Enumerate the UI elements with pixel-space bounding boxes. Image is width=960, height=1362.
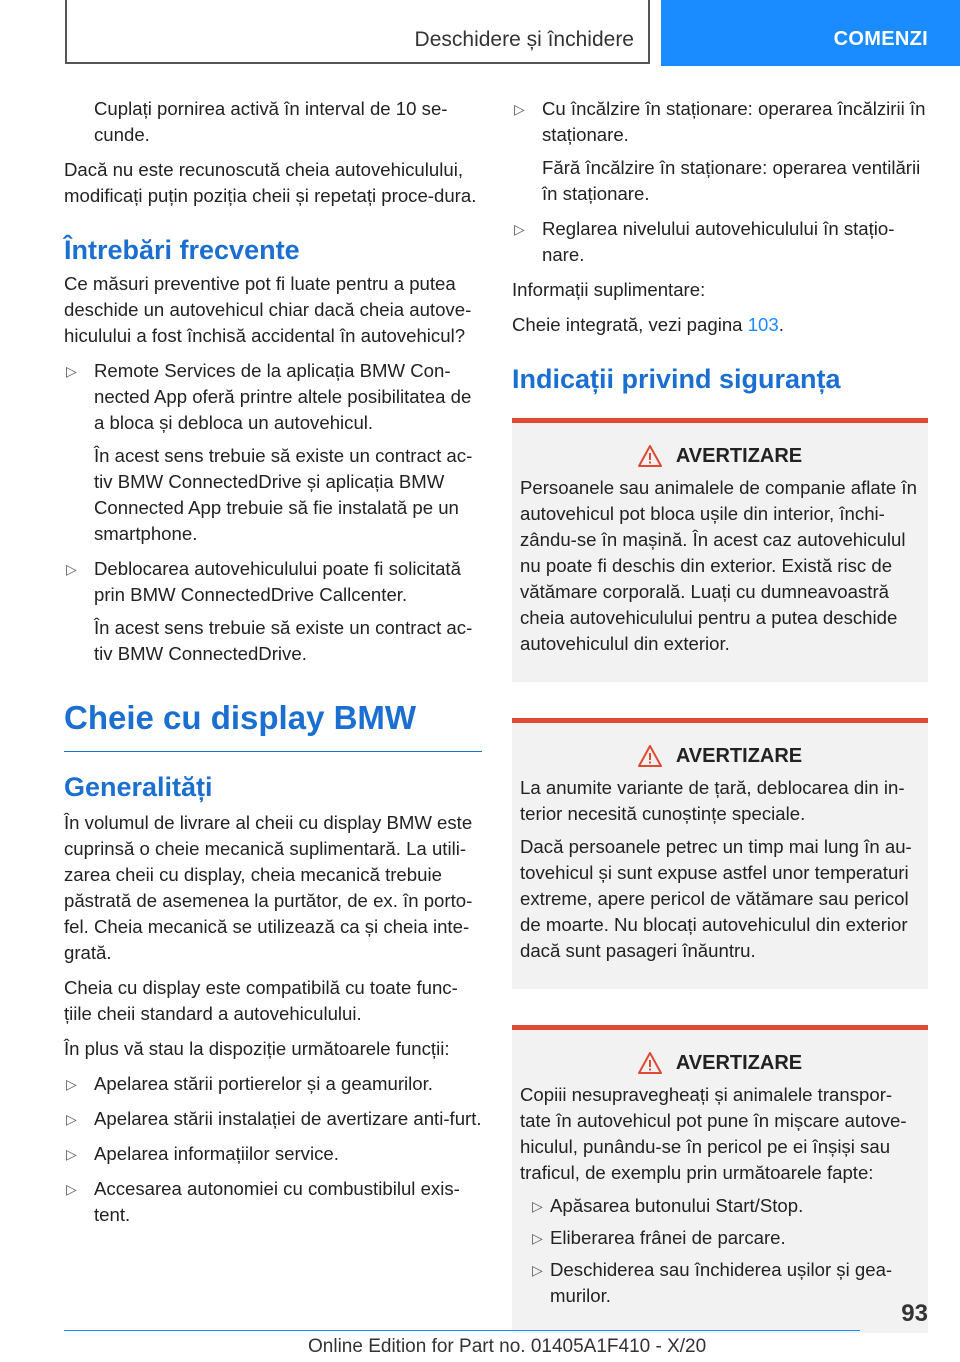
warning-triangle-icon	[638, 1052, 662, 1074]
triangle-bullet-icon: ▷	[66, 1181, 77, 1197]
warning-title	[520, 1050, 920, 1076]
general-paragraph-2: Cheia cu display este compatibilă cu toate func‐țiile cheii standard a autovehiculului.	[64, 977, 458, 1024]
general-paragraph-1: În volumul de livrare al cheii cu display BMW este cuprinsă o cheie mecanică suplimentară. La utili‐zarea cheii cu display, cheia mecanică trebuie păstrată de asemenea la purtător, de ex. în porto‐fel. Cheia mecanică se utilizează ca și cheia inte‐grată.	[64, 812, 473, 963]
list-item-text: Eliberarea frânei de parcare.	[550, 1227, 786, 1248]
list-item	[64, 1141, 482, 1167]
list-item-text: Reglarea nivelului autovehiculului în stațio‐nare.	[542, 218, 895, 265]
list-item	[64, 556, 482, 667]
warning-paragraph: Copiii nesupravegheați și animalele transpor‐tate în autovehicul pot pune în mișcare autove‐hiculul, punându-se în pericol pe ei înșiși sau traficul, de exemplu prin următoarele fapte:	[520, 1084, 907, 1183]
list-item	[64, 1176, 482, 1228]
warning-box	[512, 1025, 928, 1333]
warning-title-text: AVERTIZARE	[675, 445, 803, 467]
list-item	[64, 1071, 482, 1097]
triangle-bullet-icon: ▷	[532, 1262, 543, 1278]
faq-question: Ce măsuri preventive pot fi luate pentru a putea deschide un autovehicul chiar dacă cheia autove‐hiculului a fost închisă accidental în autovehicul?	[64, 273, 472, 346]
triangle-bullet-icon: ▷	[514, 221, 525, 237]
integrated-key-reference	[512, 312, 928, 338]
edition-text: Online Edition for Part no. 01405A1F410 - X/20	[308, 1336, 707, 1357]
list-item-text: Deschiderea sau închiderea ușilor și gea‐murilor.	[550, 1259, 893, 1306]
triangle-bullet-icon: ▷	[66, 1076, 77, 1092]
chapter-tab-label: COMENZI	[833, 28, 928, 50]
page-link-103[interactable]: 103	[747, 314, 779, 335]
triangle-bullet-icon: ▷	[532, 1230, 543, 1246]
safety-heading: Indicații privind siguranța	[512, 364, 841, 394]
left-column	[64, 96, 482, 1237]
section-header-box	[65, 0, 650, 64]
list-item	[520, 1225, 920, 1251]
footer-divider	[64, 1330, 860, 1331]
triangle-bullet-icon: ▷	[66, 1111, 77, 1127]
list-item-continuation: În acest sens trebuie să existe un contract ac‐tiv BMW ConnectedDrive.	[94, 617, 473, 664]
list-item-text: Accesarea autonomiei cu combustibilul exis‐tent.	[94, 1178, 460, 1225]
list-item-text: Apelarea stării instalației de avertizare anti‐furt.	[94, 1108, 482, 1129]
warning-title	[520, 743, 920, 769]
list-item	[520, 1193, 920, 1219]
right-column	[512, 96, 928, 1345]
list-item-text: Remote Services de la aplicația BMW Con‐nected App oferă printre altele posibilitatea de a bloca și debloca un autovehicul.	[94, 360, 472, 433]
warning-paragraph: Dacă persoanele petrec un timp mai lung în au‐tovehicul și sunt expuse astfel unor temperaturi extreme, apere pericol de vătămare sau pericol de moarte. Nu blocați autovehiculul din exterior dacă sunt pasageri înăuntru.	[520, 836, 912, 961]
warning-paragraph: Persoanele sau animalele de companie aflate în autovehicul pot bloca ușile din interior, închi‐zându-se în mașină. În acest caz autovehiculul nu poate fi deschis din exterior. Există risc de vătămare corporală. Luați cu dumneavoastră cheia autovehiculului pentru a putea deschide autovehiculul din exterior.	[520, 477, 917, 654]
triangle-bullet-icon: ▷	[532, 1198, 543, 1214]
list-item	[512, 216, 928, 268]
list-item	[512, 96, 928, 207]
chapter-tab[interactable]	[661, 0, 960, 66]
list-item-text: Apelarea stării portierelor și a geamurilor.	[94, 1073, 433, 1094]
list-item-continuation: Fără încălzire în staționare: operarea ventilării în staționare.	[542, 157, 921, 204]
list-item	[520, 1257, 920, 1309]
triangle-bullet-icon: ▷	[66, 561, 77, 577]
page-header	[0, 0, 960, 66]
list-item	[64, 358, 482, 547]
list-item	[64, 1106, 482, 1132]
integrated-key-text: Cheie integrată, vezi pagina	[512, 314, 748, 335]
section-title: Deschidere și închidere	[414, 28, 634, 51]
paragraph-activate-ignition: Cuplați pornirea activă în interval de 10 se‐cunde.	[94, 98, 448, 145]
warning-triangle-icon	[638, 745, 662, 767]
integrated-key-suffix: .	[778, 314, 784, 335]
page-number: 93	[901, 1300, 928, 1327]
list-item-continuation: În acest sens trebuie să existe un contract ac‐tiv BMW ConnectedDrive și aplicația BMW Connected App trebuie să fie instalată pe un smartphone.	[94, 445, 473, 544]
general-paragraph-3: În plus vă stau la dispoziție următoarele funcții:	[64, 1038, 450, 1059]
paragraph-key-not-recognized: Dacă nu este recunoscută cheia autovehiculului, modificați puțin poziția cheii și repetați proce‐dura.	[64, 159, 477, 206]
warning-title-text: AVERTIZARE	[675, 1052, 803, 1074]
warning-box	[512, 418, 928, 682]
faq-heading: Întrebări frecvente	[64, 235, 300, 265]
list-item-text: Cu încălzire în staționare: operarea încălzirii în staționare.	[542, 98, 926, 145]
more-info-label: Informații suplimentare:	[512, 279, 706, 300]
warning-title	[520, 443, 920, 469]
display-key-heading: Cheie cu display BMW	[64, 697, 482, 752]
warning-title-text: AVERTIZARE	[675, 745, 803, 767]
warning-box	[512, 718, 928, 989]
warning-paragraph: La anumite variante de țară, deblocarea din in‐terior necesită cunoștințe speciale.	[520, 777, 905, 824]
list-item-text: Apăsarea butonului Start/Stop.	[550, 1195, 804, 1216]
warning-triangle-icon	[638, 445, 662, 467]
general-heading: Generalități	[64, 772, 213, 802]
triangle-bullet-icon: ▷	[514, 101, 525, 117]
list-item-text: Deblocarea autovehiculului poate fi solicitată prin BMW ConnectedDrive Callcenter.	[94, 558, 461, 605]
triangle-bullet-icon: ▷	[66, 363, 77, 379]
triangle-bullet-icon: ▷	[66, 1146, 77, 1162]
list-item-text: Apelarea informațiilor service.	[94, 1143, 339, 1164]
